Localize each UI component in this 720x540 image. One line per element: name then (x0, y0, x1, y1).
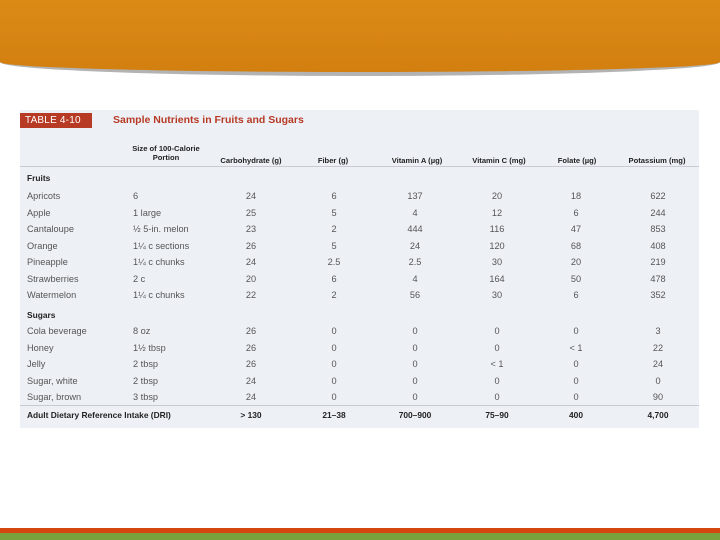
cell-vitamin-c: 30 (491, 290, 503, 300)
cell-carb: 24 (245, 257, 257, 267)
cell-folate: < 1 (569, 342, 583, 353)
cell-vitamin-c: 20 (491, 191, 503, 201)
cell-potassium: 0 (655, 375, 661, 386)
cell-vitamin-a: 0 (412, 342, 418, 353)
cell-carb: 24 (245, 392, 257, 402)
cell-portion: 2 c (133, 273, 146, 284)
cell-food: Apricots (27, 191, 61, 201)
cell-fiber: 6 (331, 191, 337, 201)
cell-vitamin-a: 0 (412, 392, 418, 402)
cell-folate: 0 (573, 375, 579, 386)
dri-divider (20, 405, 699, 406)
table-row (20, 271, 699, 287)
dri-label: Adult Dietary Reference Intake (DRI) (27, 410, 171, 420)
cell-potassium: 244 (650, 207, 666, 218)
cell-vitamin-c: 30 (491, 257, 503, 267)
cell-fiber: 6 (331, 273, 337, 284)
cell-food: Cola beverage (27, 326, 87, 336)
cell-portion: ½ 5-in. melon (133, 224, 189, 234)
cell-vitamin-c: 0 (494, 342, 500, 353)
table-row (20, 323, 699, 339)
cell-portion: 1½ tbsp (133, 342, 166, 353)
cell-vitamin-c: 0 (494, 392, 500, 402)
table-row (20, 221, 699, 237)
cell-vitamin-a: 0 (412, 375, 418, 386)
cell-fiber: 0 (331, 326, 337, 336)
section-label-fruits: Fruits (27, 173, 51, 183)
cell-fiber: 5 (331, 207, 337, 218)
cell-folate: 20 (570, 257, 582, 267)
table-row (20, 356, 699, 372)
cell-vitamin-a: 137 (407, 191, 423, 201)
cell-portion: 6 (133, 191, 139, 201)
cell-vitamin-c: 120 (489, 240, 505, 251)
header-portion (123, 144, 209, 162)
cell-food: Sugar, white (27, 375, 78, 386)
cell-carb: 20 (245, 273, 257, 284)
cell-folate: 18 (570, 191, 582, 201)
cell-fiber: 2 (331, 224, 337, 234)
cell-vitamin-c: 0 (494, 375, 500, 386)
header-folate: Folate (µg) (557, 156, 597, 165)
cell-vitamin-a: 4 (412, 207, 418, 218)
cell-carb: 26 (245, 240, 257, 251)
cell-folate: 0 (573, 359, 579, 369)
cell-folate: 68 (570, 240, 582, 251)
cell-carb: 24 (245, 375, 257, 386)
cell-folate: 50 (570, 273, 582, 284)
cell-carb: 23 (245, 224, 257, 234)
cell-fiber: 0 (331, 342, 337, 353)
cell-vitamin-c: 164 (489, 273, 505, 284)
table-row (20, 373, 699, 389)
table-row (20, 340, 699, 356)
cell-potassium: 90 (652, 392, 664, 402)
cell-fiber: 0 (331, 359, 337, 369)
table-title: Sample Nutrients in Fruits and Sugars (113, 114, 304, 126)
cell-carb: 26 (245, 326, 257, 336)
cell-potassium: 478 (650, 273, 666, 284)
cell-folate: 0 (573, 392, 579, 402)
cell-fiber: 0 (331, 375, 337, 386)
table-number-tag: TABLE 4-10 (20, 113, 92, 128)
cell-potassium: 352 (650, 290, 666, 300)
cell-food: Jelly (27, 359, 46, 369)
section-label-sugars: Sugars (27, 310, 56, 320)
cell-vitamin-a: 56 (409, 290, 421, 300)
cell-vitamin-c: 116 (489, 224, 505, 234)
cell-portion: 2 tbsp (133, 359, 159, 369)
cell-fiber: 5 (331, 240, 337, 251)
table-row (20, 188, 699, 204)
cell-food: Orange (27, 240, 58, 251)
header-banner (0, 0, 720, 76)
footer-stripe-green (0, 533, 720, 540)
cell-folate: 47 (570, 224, 582, 234)
nutrient-table (20, 110, 699, 428)
dri-folate: 400 (569, 410, 583, 420)
cell-portion: 1¼ c chunks (133, 290, 185, 300)
header-portion-line1: Size of 100-Calorie (132, 144, 200, 153)
cell-vitamin-c: < 1 (490, 359, 504, 369)
cell-food: Watermelon (27, 290, 77, 300)
cell-potassium: 24 (652, 359, 664, 369)
header-fiber: Fiber (g) (317, 156, 349, 165)
cell-fiber: 2 (331, 290, 337, 300)
header-potassium: Potassium (mg) (628, 156, 686, 165)
cell-portion: 2 tbsp (133, 375, 159, 386)
cell-portion: 1¼ c chunks (133, 257, 185, 267)
cell-vitamin-a: 24 (409, 240, 421, 251)
cell-food: Apple (27, 207, 51, 218)
dri-vitamin-a: 700–900 (398, 410, 432, 420)
cell-carb: 26 (245, 359, 257, 369)
cell-food: Strawberries (27, 273, 79, 284)
dri-row (20, 407, 699, 423)
cell-food: Honey (27, 342, 54, 353)
header-vitamin-a: Vitamin A (µg) (391, 156, 443, 165)
cell-portion: 8 oz (133, 326, 151, 336)
cell-carb: 22 (245, 290, 257, 300)
cell-folate: 6 (573, 290, 579, 300)
header-carbohydrate: Carbohydrate (g) (220, 156, 282, 165)
dri-carb: > 130 (240, 410, 262, 420)
cell-vitamin-c: 0 (494, 326, 500, 336)
table-row (20, 254, 699, 270)
cell-food: Cantaloupe (27, 224, 74, 234)
dri-potassium: 4,700 (647, 410, 669, 420)
header-portion-line2: Portion (152, 153, 180, 162)
table-row (20, 205, 699, 221)
cell-vitamin-a: 444 (407, 224, 423, 234)
dri-fiber: 21–38 (322, 410, 346, 420)
cell-food: Sugar, brown (27, 392, 82, 402)
cell-potassium: 219 (650, 257, 666, 267)
cell-fiber: 2.5 (327, 257, 341, 267)
cell-carb: 24 (245, 191, 257, 201)
cell-portion: 3 tbsp (133, 392, 159, 402)
cell-carb: 26 (245, 342, 257, 353)
cell-potassium: 622 (650, 191, 666, 201)
cell-folate: 0 (573, 326, 579, 336)
header-vitamin-c: Vitamin C (mg) (472, 156, 526, 165)
cell-folate: 6 (573, 207, 579, 218)
cell-potassium: 3 (655, 326, 661, 336)
cell-vitamin-c: 12 (491, 207, 503, 218)
cell-potassium: 408 (650, 240, 666, 251)
dri-vitamin-c: 75–90 (485, 410, 509, 420)
table-row (20, 238, 699, 254)
cell-vitamin-a: 2.5 (408, 257, 422, 267)
cell-portion: 1 large (133, 207, 162, 218)
cell-vitamin-a: 4 (412, 273, 418, 284)
cell-vitamin-a: 0 (412, 359, 418, 369)
cell-fiber: 0 (331, 392, 337, 402)
cell-food: Pineapple (27, 257, 68, 267)
cell-potassium: 853 (650, 224, 666, 234)
cell-portion: 1¼ c sections (133, 240, 190, 251)
cell-carb: 25 (245, 207, 257, 218)
table-row (20, 389, 699, 405)
header-divider (20, 166, 699, 167)
cell-potassium: 22 (652, 342, 664, 353)
table-row (20, 287, 699, 303)
cell-vitamin-a: 0 (412, 326, 418, 336)
